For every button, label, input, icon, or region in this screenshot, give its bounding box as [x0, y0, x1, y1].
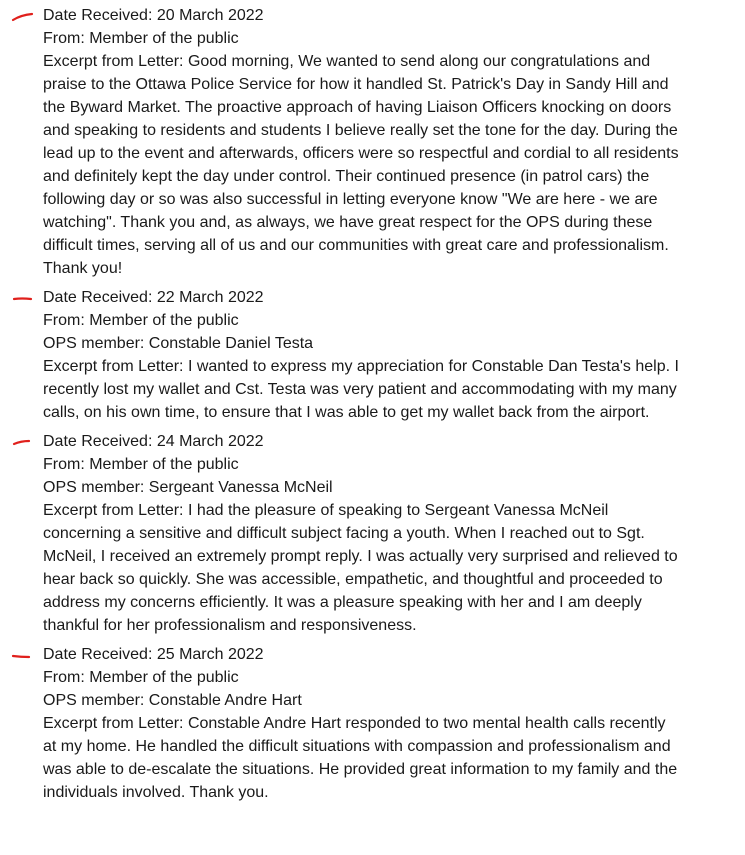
date-received: Date Received: 22 March 2022 — [43, 289, 264, 306]
ops-member: OPS member: Constable Andre Hart — [43, 692, 302, 709]
letters-list — [43, 4, 683, 804]
from-line: From: Member of the public — [43, 456, 239, 473]
letter-excerpt: Excerpt from Letter: I wanted to express my appreciation for Constable Dan Testa's help. I recently lost my wallet and Cst. Testa was very patient and accommodating with my many calls, on his own time, to ensure that I was able to get my wallet back from the airport. — [43, 358, 679, 421]
letter-entry — [43, 643, 683, 804]
date-received: Date Received: 25 March 2022 — [43, 646, 264, 663]
letter-excerpt: Excerpt from Letter: Constable Andre Hart responded to two mental health calls recently at my home. He handled the difficult situations with compassion and professionalism and was able to de-escalate the situations. He provided great information to my family and the individuals involved. Thank you. — [43, 715, 678, 801]
from-line: From: Member of the public — [43, 312, 239, 329]
letter-entry — [43, 4, 683, 280]
red-dash-mark-icon — [12, 651, 36, 661]
red-dash-mark-icon — [12, 438, 36, 448]
date-received: Date Received: 20 March 2022 — [43, 7, 264, 24]
letter-excerpt: Excerpt from Letter: I had the pleasure of speaking to Sergeant Vanessa McNeil concerning a sensitive and difficult subject facing a youth. When I reached out to Sgt. McNeil, I received an extremely prompt reply. I was actually very surprised and relieved to hear back so quickly. She was accessible, empathetic, and thoughtful and proceeded to address my concerns efficiently. It was a pleasure speaking with her and I am deeply thankful for her professionalism and responsiveness. — [43, 502, 678, 634]
letter-entry — [43, 430, 683, 637]
from-line: From: Member of the public — [43, 30, 239, 47]
red-dash-mark-icon — [12, 294, 36, 304]
from-line: From: Member of the public — [43, 669, 239, 686]
letter-entry — [43, 286, 683, 424]
ops-member: OPS member: Constable Daniel Testa — [43, 335, 314, 352]
red-dash-mark-icon — [12, 12, 36, 22]
date-received: Date Received: 24 March 2022 — [43, 433, 264, 450]
ops-member: OPS member: Sergeant Vanessa McNeil — [43, 479, 333, 496]
letter-excerpt: Excerpt from Letter: Good morning, We wanted to send along our congratulations and praise to the Ottawa Police Service for how it handled St. Patrick's Day in Sandy Hill and the Byward Market. The proactive approach of having Liaison Officers knocking on doors and speaking to residents and students I believe really set the tone for the day. During the lead up to the event and afterwards, officers were so respectful and cordial to all residents and definitely kept the day under control. Their continued presence (in patrol cars) the following day or so was also successful in letting everyone know "We are here - we are watching". Thank you and, as always, we have great respect for the OPS during these difficult times, serving all of us and our communities with great care and professionalism. Thank you! — [43, 53, 679, 277]
